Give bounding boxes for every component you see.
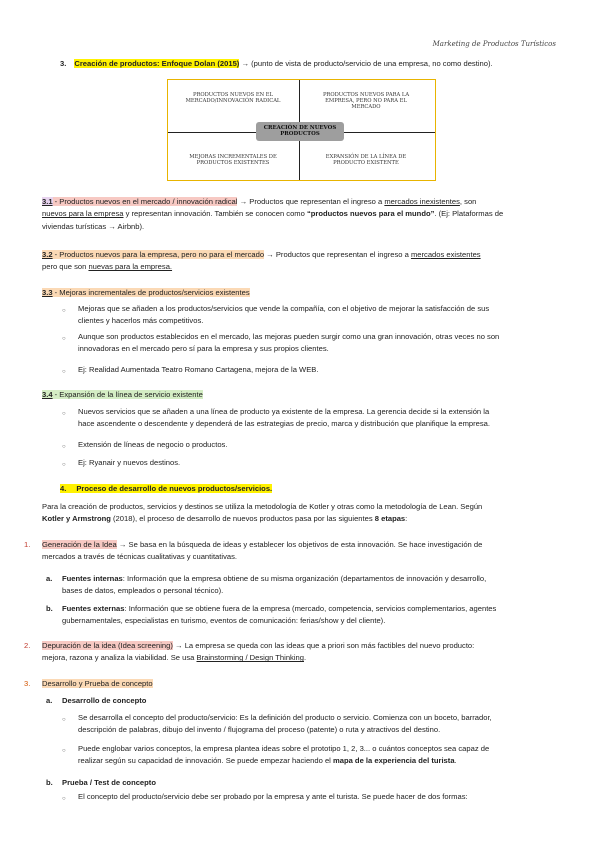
step-1-title: Generación de la Idea	[42, 540, 117, 549]
list-item	[78, 406, 558, 431]
text: clientes y hacerlos más competitivos.	[78, 316, 204, 326]
text: . (Ej: Plataformas de	[434, 209, 504, 219]
bullet-icon: ○	[62, 411, 66, 417]
section-3-note: → (punto de vista de producto/servicio de una empresa, no como destino).	[239, 59, 493, 68]
product-creation-matrix	[167, 79, 436, 181]
bullet-icon: ○	[62, 308, 66, 314]
text: pero que son	[42, 262, 89, 272]
bullet-icon: ○	[62, 336, 66, 342]
matrix-quadrant-new-for-company: PRODUCTOS NUEVOS PARA LA EMPRESA, PERO NO PARA EL MERCADO	[322, 92, 410, 110]
text: viviendas turísticas → Airbnb).	[42, 221, 145, 231]
section-4-title: Proceso de desarrollo de nuevos productos/servicios.	[68, 484, 272, 493]
text: Se desarrolla el concepto del producto/servicio: Es la definición del producto o servicio. Comienza con un boceto, barrador,	[78, 713, 492, 722]
subsection-3-1-number: 3.1	[42, 197, 53, 206]
section-4-number: 4.	[60, 484, 67, 493]
text: innovadoras en el mercado pero sí para la empresa y sus propios clientes.	[78, 344, 329, 354]
step-1-b	[62, 603, 558, 628]
matrix-quadrant-line-expansion: EXPANSIÓN DE LA LÍNEA DE PRODUCTO EXISTENTE	[325, 154, 407, 166]
section-3-title: Creación de productos: Enfoque Dolan (2015)	[74, 59, 240, 68]
step-3-b-marker: b.	[46, 778, 53, 787]
list-item	[78, 331, 558, 356]
underlined-term: nuevos para la empresa	[42, 209, 124, 219]
step-3-a-marker: a.	[46, 696, 53, 705]
underlined-term: mercados existentes	[410, 250, 481, 259]
bold-term: Fuentes internas	[62, 574, 123, 583]
step-2	[42, 640, 557, 665]
section-4-intro	[42, 501, 557, 526]
subsection-3-4-title: - Expansión de la línea de servicio existente	[52, 390, 203, 399]
bullet-icon: ○	[62, 369, 66, 375]
text: bases de datos, empleados o personal técnico).	[62, 586, 224, 596]
text: :	[405, 514, 408, 524]
subsection-3-3-number: 3.3	[42, 288, 53, 297]
step-3-b-title: Prueba / Test de concepto	[62, 778, 156, 787]
list-item: Extensión de líneas de negocio o productos.	[78, 440, 228, 449]
underlined-term: nuevas para la empresa.	[88, 262, 173, 272]
bold-term: Fuentes externas	[62, 604, 125, 613]
text: Para la creación de productos, servicios y destinos se utiliza la metodología de Kotler y otras como la metodología de Lean. Según	[42, 502, 483, 511]
bullet-icon: ○	[62, 717, 66, 723]
text: , son	[459, 197, 477, 206]
step-1-a-marker: a.	[46, 574, 53, 583]
text: y representan innovación. También se conocen como	[123, 209, 307, 219]
subsection-3-4	[42, 389, 557, 401]
step-1-a	[62, 573, 558, 598]
bullet-icon: ○	[62, 796, 66, 802]
text: Nuevos servicios que se añaden a una línea de producto ya existente de la empresa. La gerencia decide si la extensión la	[78, 407, 490, 416]
text: realizar según su capacidad de innovación. Se puede empezar haciendo el	[78, 756, 333, 766]
page-header: Marketing de Productos Turísticos	[432, 40, 556, 48]
text: Puede englobar varios conceptos, la empresa plantea ideas sobre el prototipo 1, 2, 3... o cuántos conceptos sea capaz de	[78, 744, 490, 753]
list-item	[78, 743, 558, 768]
bullet-icon: ○	[62, 444, 66, 450]
underlined-term: mercados inexistentes	[384, 197, 460, 206]
underlined-term: Brainstorming / Design Thinking	[196, 653, 304, 663]
step-3-number: 3.	[24, 679, 31, 688]
matrix-quadrant-incremental: MEJORAS INCREMENTALES DE PRODUCTOS EXISTENTES	[189, 154, 277, 166]
text: .	[304, 653, 307, 663]
subsection-3-1	[42, 196, 557, 233]
matrix-quadrant-radical: PRODUCTOS NUEVOS EN EL MERCADO/INNOVACIÓN RADICAL	[185, 92, 281, 104]
section-4-heading	[60, 483, 272, 495]
text: → Productos que representan el ingreso a	[237, 197, 385, 206]
list-item: El concepto del producto/servicio debe ser probado por la empresa y ante el turista. Se puede hacer de dos formas:	[78, 792, 468, 801]
subsection-3-2-title: - Productos nuevos para la empresa, pero no para el mercado	[52, 250, 265, 259]
text: .	[454, 756, 457, 766]
bold-term: mapa de la experiencia del turista	[332, 756, 455, 766]
text: : Información que se obtiene fuera de la empresa (mercado, competencia, servicios complementarios, agentes	[124, 604, 497, 613]
text: Aunque son productos establecidos en el mercado, las mejoras pueden surgir como una gran innovación, otras veces no son	[78, 332, 500, 341]
text: hace ascendente o descendente y dependerá de las estrategias de precio, marca y distribución que planifique la empresa.	[78, 419, 491, 429]
text: → Se basa en la búsqueda de ideas y establecer los objetivos de esta innovación. Se hace investigación de	[116, 540, 483, 549]
matrix-center-label: CREACIÓN DE NUEVOS PRODUCTOS	[256, 122, 344, 141]
step-1-b-marker: b.	[46, 604, 53, 613]
text: descripción de palabras, dibujo del invento / flujograma del proceso (patente) o ruta y atractivos del destino.	[78, 725, 441, 735]
step-3-title	[42, 678, 153, 690]
subsection-3-2	[42, 249, 557, 274]
subsection-3-3-title: - Mejoras incrementales de productos/servicios existentes	[52, 288, 250, 297]
section-3-number: 3.	[60, 59, 67, 68]
text: mejora, razona y analiza la viabilidad. Se usa	[42, 653, 197, 663]
subsection-3-1-title: - Productos nuevos en el mercado / innovación radical	[52, 197, 238, 206]
list-item: Ej: Ryanair y nuevos destinos.	[78, 458, 181, 467]
list-item	[78, 712, 558, 737]
bullet-icon: ○	[62, 748, 66, 754]
list-item: Ej: Realidad Aumentada Teatro Romano Cartagena, mejora de la WEB.	[78, 365, 319, 374]
subsection-3-2-number: 3.2	[42, 250, 53, 259]
step-2-title: Depuración de la idea (Idea screening)	[42, 641, 173, 650]
text: mercados a través de técnicas cualitativas y cuantitativas.	[42, 552, 237, 562]
text: (2018), el proceso de desarrollo de nuevos productos pasa por las siguientes	[110, 514, 375, 524]
section-3-heading	[60, 58, 493, 70]
text: : Información que la empresa obtiene de su misma organización (departamentos de innovación y desarrollo,	[122, 574, 487, 583]
text: → La empresa se queda con las ideas que a priori son más factibles del nuevo producto:	[172, 641, 475, 650]
text: gubernamentales, especialistas en turismo, eventos de comunicación: ferias/show y del cliente).	[62, 616, 386, 626]
step-1-number: 1.	[24, 540, 31, 549]
subsection-3-4-number: 3.4	[42, 390, 53, 399]
list-item	[78, 303, 558, 328]
subsection-3-3	[42, 287, 557, 299]
text: Mejoras que se añaden a los productos/servicios que vende la compañía, con el objetivo de mejorar la satisfacción de sus	[78, 304, 490, 313]
bullet-icon: ○	[62, 462, 66, 468]
text: → Productos que representan el ingreso a	[264, 250, 411, 259]
bold-term: Kotler y Armstrong	[42, 514, 111, 524]
step-3-title-text: Desarrollo y Prueba de concepto	[42, 679, 153, 688]
step-3-a-title: Desarrollo de concepto	[62, 696, 147, 705]
step-1	[42, 539, 557, 564]
step-2-number: 2.	[24, 641, 31, 650]
bold-term: “productos nuevos para el mundo”	[306, 209, 435, 219]
bold-term: 8 etapas	[374, 514, 406, 524]
